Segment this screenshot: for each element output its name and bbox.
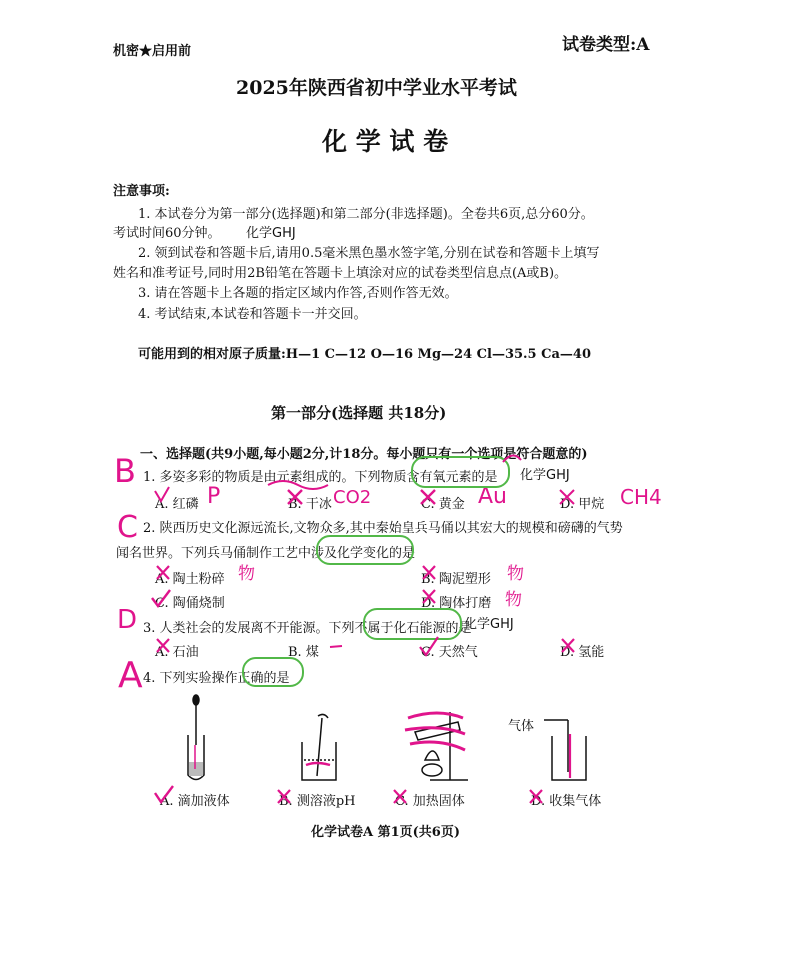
section-heading: 一、选择题(共9小题,每小题2分,计18分。每小题只有一个选项是符合题意的) — [140, 447, 588, 462]
q4-option-a: A. 滴加液体 — [160, 794, 230, 809]
q2-cross-a — [157, 566, 169, 579]
part-one-title: 第一部分(选择题 共18分) — [271, 404, 447, 422]
q3-option-d: D. 氢能 — [560, 645, 605, 660]
q2-stem-line1: 2. 陕西历史文化源远流长,文物众多,其中秦始皇兵马俑以其宏大的规模和磅礴的气势 — [143, 521, 623, 536]
q2-note-b: 物 — [507, 564, 524, 584]
q2-hand-answer: C — [117, 510, 138, 545]
q2-option-b: B. 陶泥塑形 — [421, 572, 491, 587]
note-line-1: 1. 本试卷分为第一部分(选择题)和第二部分(非选择题)。全卷共6页,总分60分。 — [138, 207, 594, 222]
q3-cross-d — [562, 639, 574, 652]
dropper-tube-figure — [188, 695, 204, 780]
q3-option-b: B. 煤 — [288, 645, 319, 660]
notes-heading: 注意事项: — [113, 184, 170, 199]
q4-check-a — [155, 786, 173, 802]
q3-hand-answer: D — [117, 605, 138, 635]
q1-stem: 1. 多姿多彩的物质是由元素组成的。下列物质含有氧元素的是 — [143, 470, 498, 485]
q1-option-b: B. 干冰 — [288, 497, 332, 512]
q3-cross-a — [157, 639, 169, 652]
q3-option-a: A. 石油 — [155, 645, 199, 660]
q2-cross-b — [423, 566, 435, 579]
q4-option-d: D. 收集气体 — [531, 794, 602, 809]
note-line-6: 4. 考试结束,本试卷和答题卡一并交回。 — [138, 307, 367, 322]
note-line-5: 3. 请在答题卡上各题的指定区域内作答,否则作答无效。 — [138, 286, 458, 301]
q1-underline-mark — [268, 481, 328, 489]
heating-figure — [415, 712, 468, 780]
q2-note-d: 物 — [505, 590, 522, 610]
q1-hand-note: 化学GHJ — [520, 468, 570, 483]
q4-option-c: C. 加热固体 — [395, 794, 465, 809]
q1-cross-b — [288, 490, 302, 504]
paper-type: 试卷类型:A — [562, 35, 650, 55]
q4-cross-d — [530, 790, 542, 803]
q4-stem: 4. 下列实验操作正确的是 — [143, 671, 290, 686]
note-line-3: 2. 领到试卷和答题卡后,请用0.5毫米黑色墨水签字笔,分别在试卷和答题卡上填写 — [138, 246, 600, 261]
note-line-2: 考试时间60分钟。 — [113, 226, 221, 241]
gas-label: 气体 — [508, 719, 535, 734]
q4-option-b: B. 测溶液pH — [279, 794, 356, 809]
q2-option-a: A. 陶土粉碎 — [155, 572, 225, 587]
q3-hand-note: 化学GHJ — [464, 617, 514, 632]
q1-note-d: CH4 — [620, 485, 662, 509]
exam-title: 2025年陕西省初中学业水平考试 — [236, 77, 517, 99]
q1-small-mark — [503, 455, 521, 462]
q1-note-a: P — [207, 484, 221, 509]
q3-mark-c — [420, 637, 438, 655]
q1-cross-c — [421, 490, 435, 504]
q3-option-c: C. 天然气 — [421, 645, 478, 660]
q1-note-c: Au — [478, 484, 507, 509]
q2-check-c — [152, 590, 170, 606]
atomic-masses: 可能用到的相对原子质量:H—1 C—12 O—16 Mg—24 Cl—35.5 Ca—40 — [138, 347, 591, 362]
q3-dash-b — [330, 646, 342, 647]
q1-hand-answer: B — [114, 452, 136, 490]
q4-cross-b — [278, 790, 290, 803]
watermark-text: 化学GHJ — [246, 226, 296, 241]
gas-bottle-figure — [544, 720, 586, 780]
page-footer: 化学试卷A 第1页(共6页) — [311, 825, 461, 840]
secret-label: 机密★启用前 — [113, 44, 192, 59]
q1-option-a: A. 红磷 — [155, 497, 199, 512]
q2-option-d: D. 陶体打磨 — [421, 596, 492, 611]
q2-cross-d — [423, 590, 435, 603]
beaker-ph-figure — [302, 714, 336, 780]
q3-stem: 3. 人类社会的发展离不开能源。下列不属于化石能源的是 — [143, 621, 472, 636]
q4-hand-answer: A — [118, 655, 143, 696]
q1-cross-d — [560, 490, 574, 504]
q1-note-b: CO2 — [333, 487, 372, 508]
q4-cross-c — [394, 790, 406, 803]
note-line-4: 姓名和准考证号,同时用2B铅笔在答题卡上填涂对应的试卷类型信息点(A或B)。 — [113, 266, 568, 281]
q2-option-c: C. 陶俑烧制 — [155, 596, 225, 611]
q1-option-d: D. 甲烷 — [560, 497, 605, 512]
q2-stem-line2: 闻名世界。下列兵马俑制作工艺中涉及化学变化的是 — [116, 546, 416, 561]
q1-check-a — [155, 487, 169, 501]
q2-note-a: 物 — [238, 564, 255, 584]
subject-title: 化 学 试 卷 — [322, 127, 449, 156]
q4-scribble-c — [405, 713, 465, 750]
q1-option-c: C. 黄金 — [421, 497, 465, 512]
